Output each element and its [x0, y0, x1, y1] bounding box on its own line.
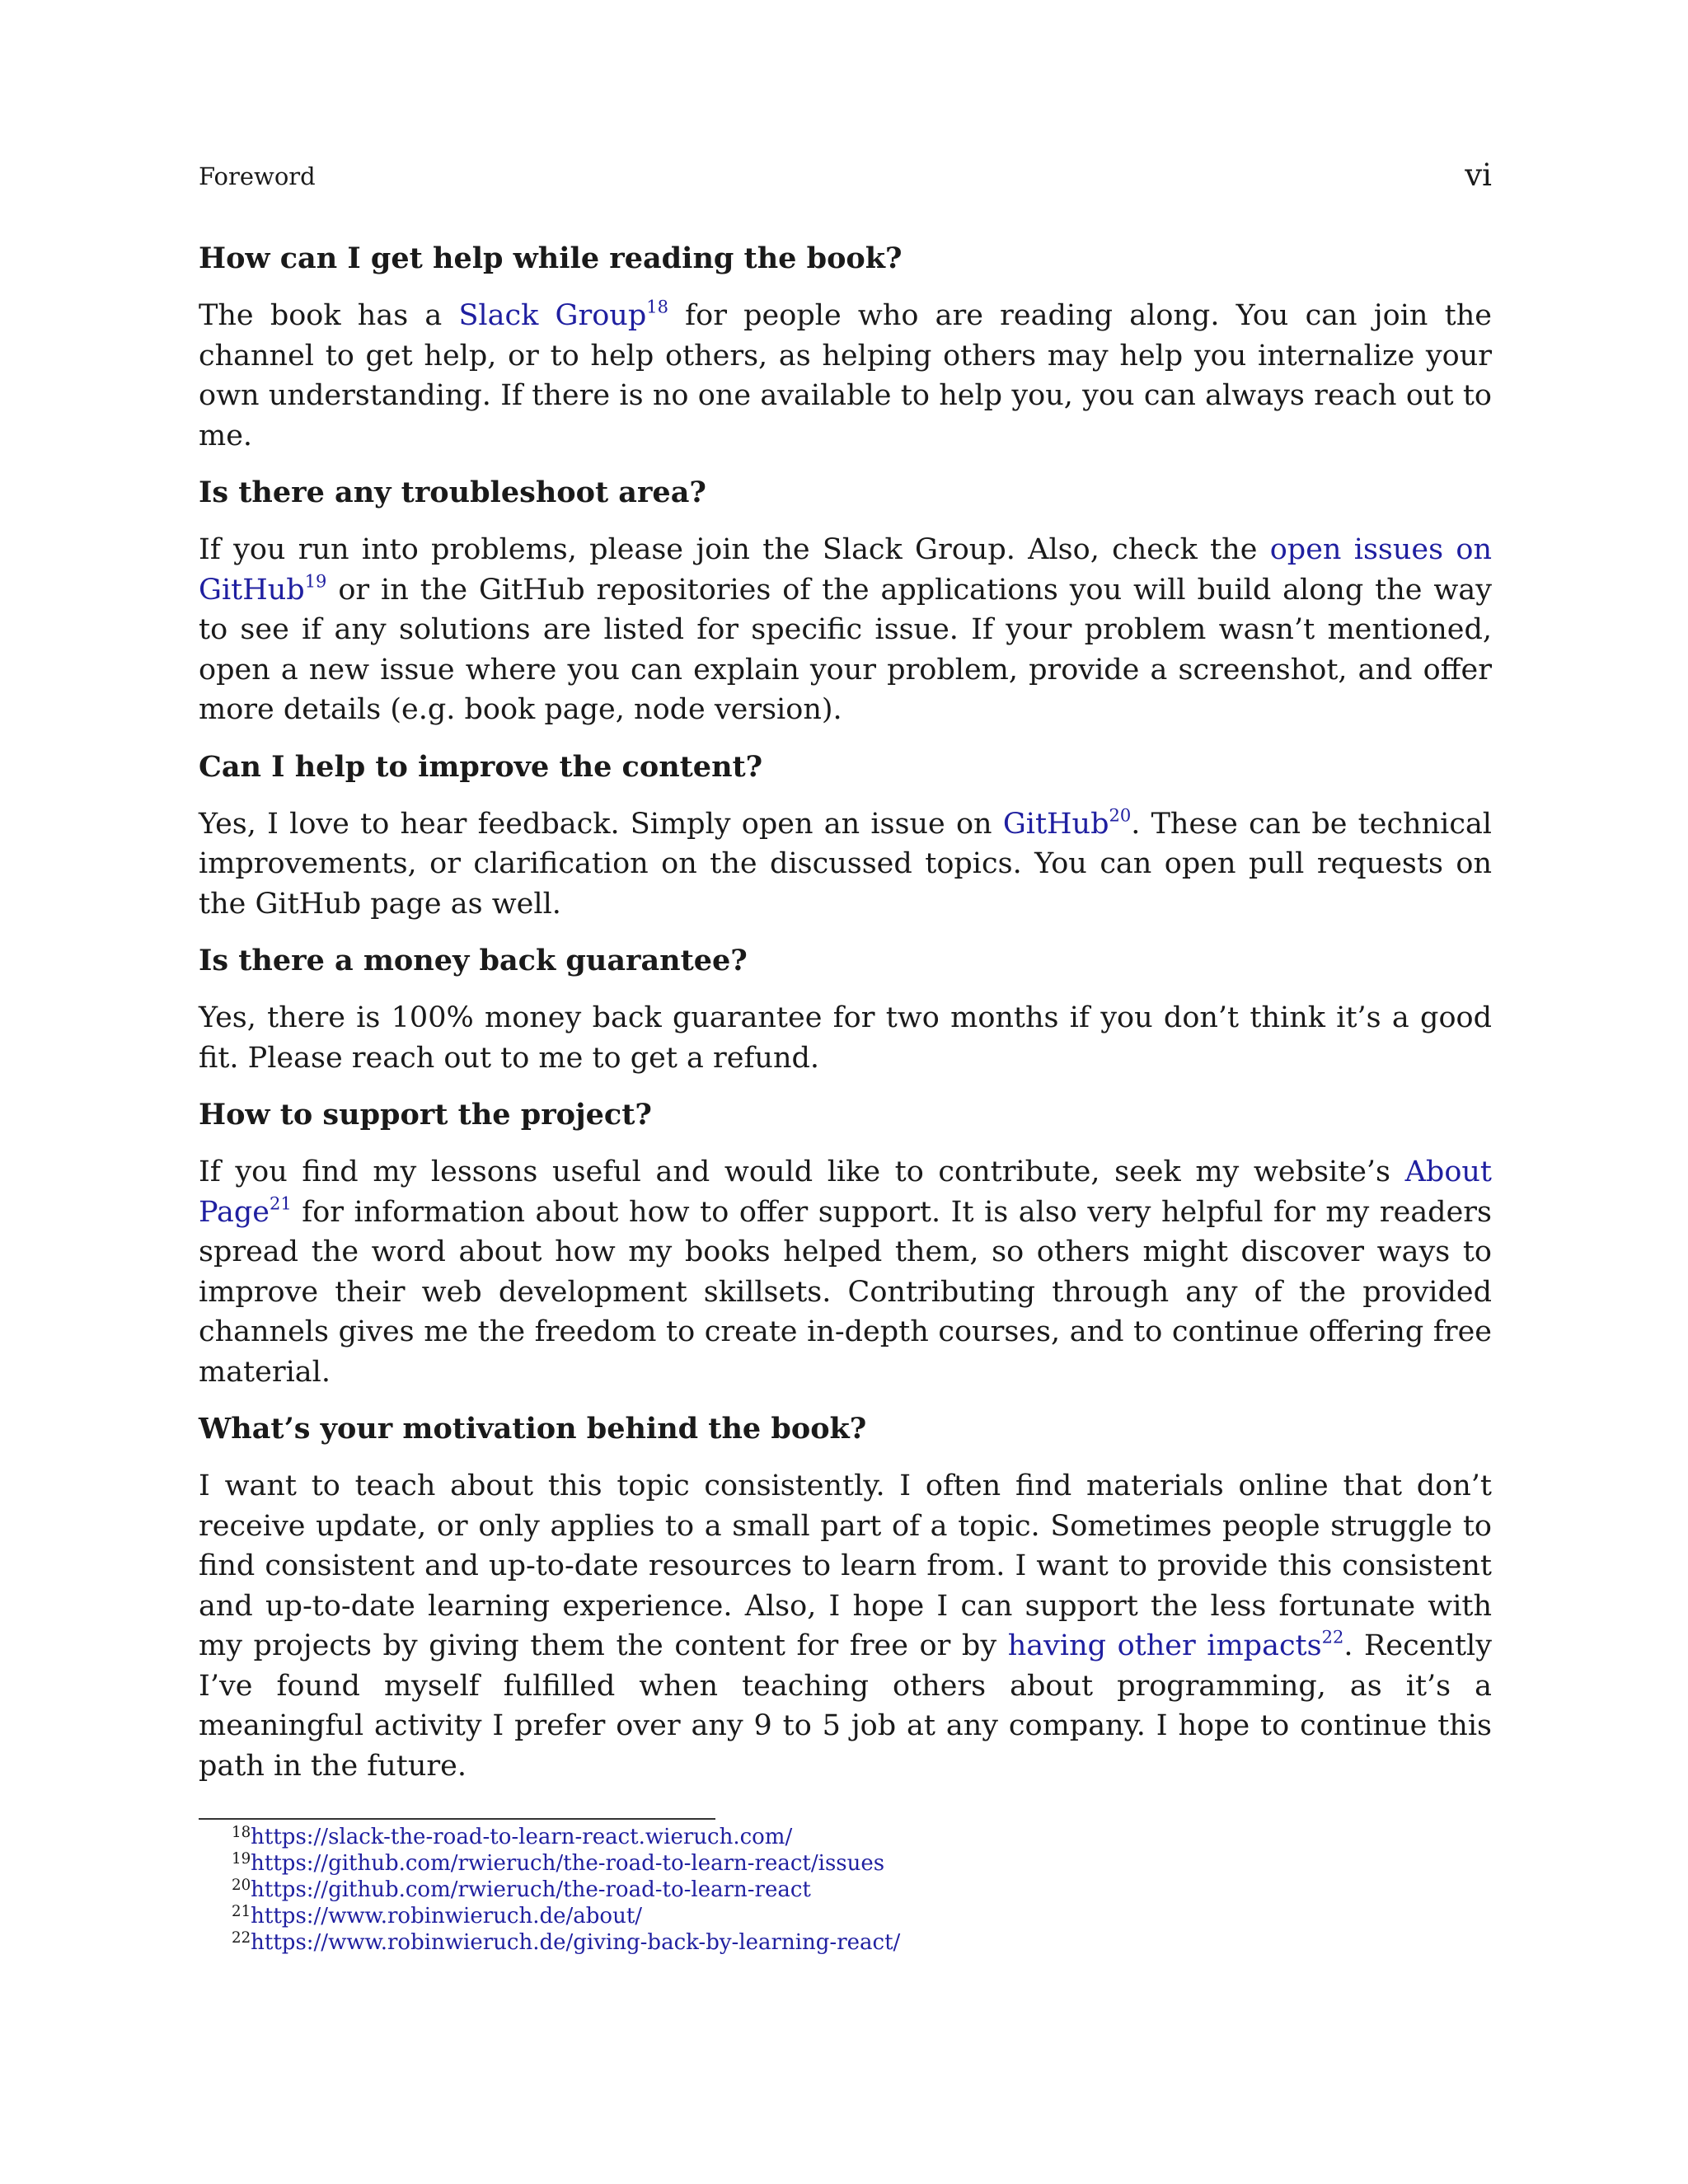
footnote-number: 22 [232, 1929, 251, 1947]
body-text: Yes, I love to hear feedback. Simply open an issue on [199, 807, 1003, 841]
body-text: . Recently I’ve found myself fulfilled when teaching others about programming, as it’s a meaningful activity I prefer over any 9 to 5 job at any company. I hope to continue this path in the future. [199, 1629, 1492, 1783]
body-text: Yes, there is 100% money back guarantee for two months if you don’t think it’s a good fit. Please reach out to me to get a refund. [199, 1001, 1492, 1075]
section-heading-support: How to support the project? [199, 1098, 652, 1132]
section-heading-motivation: What’s your motivation behind the book? [199, 1412, 867, 1446]
footnote-divider [199, 1818, 715, 1820]
footnote-item [232, 1824, 900, 1850]
footnote-url-link[interactable]: https://www.robinwieruch.de/giving-back-by-learning-react/ [251, 1930, 901, 1955]
body-text: I want to teach about this topic consistently. I often find materials online that don’t receive update, or only applies to a small part of a topic. Sometimes people struggle to find consistent and up-to-date resources to learn from. I want to provide this consistent and up-to-date learning experience. Also, I hope I can support the less fortunate with my projects by giving them the content for free or by [199, 1469, 1492, 1662]
chapter-title: Foreword [199, 162, 316, 190]
section-heading-troubleshoot: Is there any troubleshoot area? [199, 476, 706, 509]
section-body-support [199, 1152, 1492, 1392]
footnote-item [232, 1877, 900, 1903]
footnotes [232, 1824, 900, 1956]
footnote-url-link[interactable]: https://github.com/rwieruch/the-road-to-learn-react/issues [251, 1851, 885, 1876]
footnote-url-link[interactable]: https://www.robinwieruch.de/about/ [251, 1904, 643, 1929]
body-text: for information about how to offer support. It is also very helpful for my readers spread the word about how my books helped them, so others might discover ways to improve their web development skillsets. Contributing through any of the provided channels gives me the freedom to create in-depth courses, and to continue offering free material. [199, 1195, 1492, 1389]
other-impacts-link[interactable]: having other impacts [1007, 1629, 1322, 1662]
section-body-guarantee [199, 998, 1492, 1078]
slack-group-link[interactable]: Slack Group [458, 299, 647, 332]
footnote-ref-19[interactable]: 19 [304, 570, 327, 591]
body-text: . These can be technical improvements, or clarification on the discussed topics. You can open pull requests on the GitHub page as well. [199, 807, 1492, 921]
footnote-ref-18[interactable]: 18 [646, 297, 668, 317]
footnote-ref-20[interactable]: 20 [1109, 804, 1132, 825]
page-number: vi [1465, 157, 1492, 193]
footnote-number: 21 [232, 1902, 251, 1920]
body-text: If you find my lessons useful and would like to contribute, seek my website’s [199, 1155, 1405, 1188]
footnote-item [232, 1929, 900, 1956]
body-text: or in the GitHub repositories of the applications you will build along the way to see if any solutions are listed for specific issue. If your problem wasn’t mentioned, open a new issue where you can explain your problem, provide a screenshot, and offer more details (e.g. book page, node version). [199, 573, 1492, 726]
footnote-url-link[interactable]: https://slack-the-road-to-learn-react.wieruch.com/ [251, 1825, 793, 1849]
section-heading-improve: Can I help to improve the content? [199, 749, 763, 784]
footnote-url-link[interactable]: https://github.com/rwieruch/the-road-to-learn-react [251, 1877, 811, 1902]
section-heading-help: How can I get help while reading the book? [199, 241, 903, 275]
running-header [199, 155, 1492, 193]
body-text: for people who are reading along. You can join the channel to get help, or to help others, as helping others may help you internalize your own understanding. If there is no one available to help you, you can always reach out to me. [199, 299, 1492, 452]
footnote-number: 18 [232, 1823, 251, 1841]
section-body-help [199, 296, 1492, 456]
footnote-number: 20 [232, 1876, 251, 1894]
about-page-link[interactable]: About Page [199, 1155, 1492, 1229]
footnote-number: 19 [232, 1849, 251, 1868]
footnote-item [232, 1850, 900, 1877]
body-text: The book has a [199, 299, 459, 332]
body-text: If you run into problems, please join the Slack Group. Also, check the [199, 533, 1270, 566]
open-issues-github-link[interactable]: open issues on GitHub [199, 533, 1493, 607]
github-link[interactable]: GitHub [1002, 807, 1109, 841]
section-body-improve [199, 804, 1492, 925]
footnote-item [232, 1903, 900, 1929]
main-content [199, 239, 1492, 1803]
footnote-ref-21[interactable]: 21 [269, 1193, 292, 1213]
section-heading-guarantee: Is there a money back guarantee? [199, 944, 748, 977]
section-body-motivation [199, 1466, 1492, 1786]
section-body-troubleshoot [199, 530, 1492, 730]
footnote-ref-22[interactable]: 22 [1321, 1627, 1344, 1647]
